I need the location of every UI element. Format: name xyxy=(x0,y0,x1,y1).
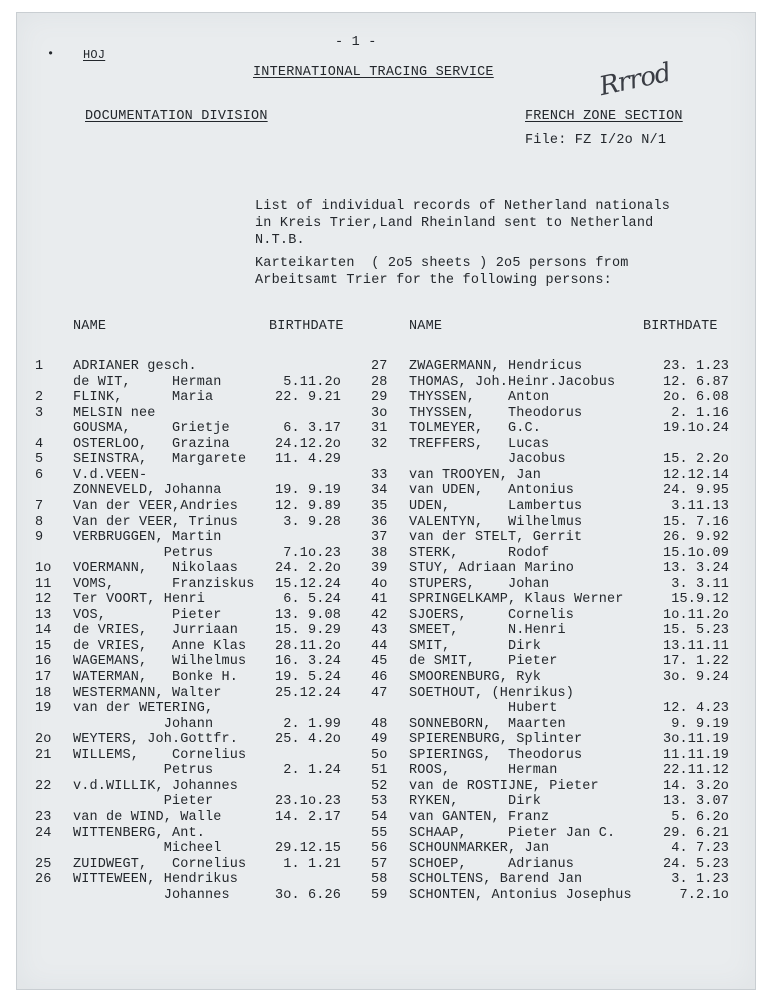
record-name: UDEN, Lambertus xyxy=(409,498,583,514)
record-number: 15 xyxy=(35,638,52,654)
record-number: 28 xyxy=(371,374,388,390)
record-birthdate: 15.9.12 xyxy=(671,592,729,608)
record-number: 24 xyxy=(35,825,52,841)
record-birthdate: 1. 1.21 xyxy=(283,856,341,872)
record-birthdate: 19. 9.19 xyxy=(274,483,341,499)
record-number: 17 xyxy=(35,670,52,685)
record-number: 8 xyxy=(35,514,44,530)
record-birthdate: 15. 5.23 xyxy=(662,623,729,639)
record-birthdate: 11.11.19 xyxy=(662,747,729,763)
record-name: STERK, Rodof xyxy=(409,545,550,561)
record-name: Johannes xyxy=(73,887,230,903)
record-name: WILLEMS, Cornelius xyxy=(73,747,247,763)
record-number: 7 xyxy=(35,498,44,514)
record-birthdate: 3.11.13 xyxy=(671,498,729,514)
record-name: SPRINGELKAMP, Klaus Werner xyxy=(409,592,624,608)
record-birthdate: 22. 9.21 xyxy=(274,390,341,406)
record-number: 53 xyxy=(371,794,388,810)
record-name: SMOORENBURG, Ryk xyxy=(409,670,542,685)
record-name: Ter VOORT, Henri xyxy=(73,592,206,608)
record-name: SCHOUNMARKER, Jan xyxy=(409,841,550,857)
record-birthdate: 3. 1.23 xyxy=(671,872,729,888)
record-name: WATERMAN, Bonke H. xyxy=(73,670,239,685)
record-number: 42 xyxy=(371,607,388,623)
record-number: 34 xyxy=(371,483,388,499)
record-number: 29 xyxy=(371,390,388,406)
record-birthdate: 11. 4.29 xyxy=(274,452,341,468)
record-name: van de ROSTIJNE, Pieter xyxy=(409,778,599,794)
record-number: 12 xyxy=(35,592,52,608)
record-birthdate: 23. 1.23 xyxy=(662,359,729,374)
record-birthdate: 12.12.14 xyxy=(662,467,729,483)
record-name: THYSSEN, Theodorus xyxy=(409,405,583,421)
record-birthdate: 24. 5.23 xyxy=(662,856,729,872)
record-number: 48 xyxy=(371,716,388,732)
record-number: 4o xyxy=(371,576,388,592)
record-name: Pieter xyxy=(73,794,214,810)
record-number: 56 xyxy=(371,841,388,857)
record-birthdate: 16. 3.24 xyxy=(274,654,341,670)
record-name: de SMIT, Pieter xyxy=(409,654,558,670)
record-name: van UDEN, Antonius xyxy=(409,483,575,499)
record-name: WAGEMANS, Wilhelmus xyxy=(73,654,247,670)
record-number: 1o xyxy=(35,561,52,577)
record-name: STUY, Adriaan Marino xyxy=(409,561,575,577)
record-birthdate: 3o. 9.24 xyxy=(662,670,729,685)
record-name: van der WETERING, xyxy=(73,701,214,717)
record-number: 32 xyxy=(371,436,388,452)
record-number: 16 xyxy=(35,654,52,670)
record-name: ADRIANER gesch. xyxy=(73,359,197,374)
record-number: 14 xyxy=(35,623,52,639)
record-name: ZUIDWEGT, Cornelius xyxy=(73,856,247,872)
record-name: VOMS, Franziskus xyxy=(73,576,255,592)
record-birthdate: 2. 1.16 xyxy=(671,405,729,421)
record-name: SCHAAP, Pieter Jan C. xyxy=(409,825,616,841)
record-name: SCHOLTENS, Barend Jan xyxy=(409,872,583,888)
record-name: SMIT, Dirk xyxy=(409,638,542,654)
record-name: TREFFERS, Lucas xyxy=(409,436,550,452)
record-name: de WIT, Herman xyxy=(73,374,222,390)
intro-line-5: Arbeitsamt Trier for the following persons: xyxy=(255,273,612,288)
record-name: de VRIES, Jurriaan xyxy=(73,623,239,639)
record-birthdate: 19.1o.24 xyxy=(662,421,729,437)
record-birthdate: 13.11.11 xyxy=(662,638,729,654)
record-name: SEINSTRA, Margarete xyxy=(73,452,247,468)
record-number: 27 xyxy=(371,359,388,374)
record-birthdate: 14. 2.17 xyxy=(274,809,341,825)
record-number: 13 xyxy=(35,607,52,623)
page-number: - 1 - xyxy=(335,35,377,50)
record-number: 23 xyxy=(35,809,52,825)
record-birthdate: 19. 5.24 xyxy=(274,670,341,685)
record-name: WESTERMANN, Walter xyxy=(73,685,222,701)
record-birthdate: 23.1o.23 xyxy=(274,794,341,810)
record-name: GOUSMA, Grietje xyxy=(73,421,230,437)
record-name: RYKEN, Dirk xyxy=(409,794,542,810)
record-number: 41 xyxy=(371,592,388,608)
record-name: THOMAS, Joh.Heinr.Jacobus xyxy=(409,374,616,390)
record-birthdate: 14. 3.2o xyxy=(662,778,729,794)
record-birthdate: 28.11.2o xyxy=(274,638,341,654)
record-birthdate: 13. 9.08 xyxy=(274,607,341,623)
record-number: 2 xyxy=(35,390,44,406)
record-name: Petrus xyxy=(73,545,214,561)
record-number: 36 xyxy=(371,514,388,530)
record-number: 5 xyxy=(35,452,44,468)
record-name: Van der VEER, Trinus xyxy=(73,514,239,530)
intro-line-1: List of individual records of Netherland nationals xyxy=(255,199,671,214)
record-birthdate: 1o.11.2o xyxy=(662,607,729,623)
column-header-name-right: NAME xyxy=(409,319,443,334)
record-birthdate: 12. 9.89 xyxy=(274,498,341,514)
record-number: 46 xyxy=(371,670,388,685)
record-birthdate: 29. 6.21 xyxy=(662,825,729,841)
record-birthdate: 5.11.2o xyxy=(283,374,341,390)
record-birthdate: 5. 6.2o xyxy=(671,809,729,825)
record-birthdate: 15.1o.09 xyxy=(662,545,729,561)
record-birthdate: 15. 7.16 xyxy=(662,514,729,530)
record-birthdate: 22.11.12 xyxy=(662,763,729,779)
column-header-birthdate-left: BIRTHDATE xyxy=(269,319,344,334)
record-name: ZWAGERMANN, Hendricus xyxy=(409,359,583,374)
record-number: 54 xyxy=(371,809,388,825)
record-birthdate: 7.1o.23 xyxy=(283,545,341,561)
column-header-name-left: NAME xyxy=(73,319,107,334)
record-birthdate: 3o. 6.26 xyxy=(274,887,341,903)
reference-code: HOJ xyxy=(83,48,106,62)
record-birthdate: 2. 1.24 xyxy=(283,763,341,779)
record-number: 6 xyxy=(35,467,44,483)
record-number: 33 xyxy=(371,467,388,483)
record-number: 31 xyxy=(371,421,388,437)
record-birthdate: 17. 1.22 xyxy=(662,654,729,670)
record-number: 51 xyxy=(371,763,388,779)
record-name: Jacobus xyxy=(409,452,566,468)
record-name: de VRIES, Anne Klas xyxy=(73,638,247,654)
record-birthdate: 15.12.24 xyxy=(274,576,341,592)
record-number: 11 xyxy=(35,576,52,592)
file-reference: File: FZ I/2o N/1 xyxy=(525,133,667,148)
record-name: SOETHOUT, (Henrikus) xyxy=(409,685,575,701)
column-header-birthdate-right: BIRTHDATE xyxy=(643,319,718,334)
record-number: 4 xyxy=(35,436,44,452)
record-number: 57 xyxy=(371,856,388,872)
record-name: SPIERENBURG, Splinter xyxy=(409,732,583,748)
record-number: 19 xyxy=(35,701,52,717)
record-name: WEYTERS, Joh.Gottfr. xyxy=(73,732,239,748)
record-number: 52 xyxy=(371,778,388,794)
record-name: Micheel xyxy=(73,841,222,857)
record-birthdate: 24. 9.95 xyxy=(662,483,729,499)
record-number: 49 xyxy=(371,732,388,748)
record-name: v.d.WILLIK, Johannes xyxy=(73,778,239,794)
record-name: Petrus xyxy=(73,763,214,779)
record-birthdate: 29.12.15 xyxy=(274,841,341,857)
record-number: 18 xyxy=(35,685,52,701)
record-number: 3o xyxy=(371,405,388,421)
record-birthdate: 3. 3.11 xyxy=(671,576,729,592)
intro-line-4: Karteikarten ( 2o5 sheets ) 2o5 persons from xyxy=(255,256,629,271)
organization-title: INTERNATIONAL TRACING SERVICE xyxy=(253,65,494,80)
record-birthdate: 2o. 6.08 xyxy=(662,390,729,406)
record-name: Hubert xyxy=(409,701,558,717)
record-birthdate: 4. 7.23 xyxy=(671,841,729,857)
record-name: V.d.VEEN- xyxy=(73,467,148,483)
record-number: 1 xyxy=(35,359,44,374)
document-page xyxy=(16,12,756,990)
record-name: SPIERINGS, Theodorus xyxy=(409,747,583,763)
record-birthdate: 9. 9.19 xyxy=(671,716,729,732)
record-birthdate: 6. 5.24 xyxy=(283,592,341,608)
record-birthdate: 26. 9.92 xyxy=(662,530,729,546)
record-name: van der STELT, Gerrit xyxy=(409,530,583,546)
record-birthdate: 12. 6.87 xyxy=(662,374,729,390)
record-number: 9 xyxy=(35,530,44,546)
record-name: van GANTEN, Franz xyxy=(409,809,550,825)
record-name: VERBRUGGEN, Martin xyxy=(73,530,222,546)
record-number: 25 xyxy=(35,856,52,872)
record-name: WITTEWEEN, Hendrikus xyxy=(73,872,239,888)
record-birthdate: 25. 4.2o xyxy=(274,732,341,748)
record-birthdate: 24. 2.2o xyxy=(274,561,341,577)
record-number: 21 xyxy=(35,747,52,763)
record-number: 5o xyxy=(371,747,388,763)
record-name: ROOS, Herman xyxy=(409,763,558,779)
record-number: 39 xyxy=(371,561,388,577)
record-number: 26 xyxy=(35,872,52,888)
record-name: SMEET, N.Henri xyxy=(409,623,566,639)
record-number: 44 xyxy=(371,638,388,654)
record-birthdate: 15. 9.29 xyxy=(274,623,341,639)
record-name: MELSIN nee xyxy=(73,405,156,421)
record-name: SCHOEP, Adrianus xyxy=(409,856,575,872)
record-name: VALENTYN, Wilhelmus xyxy=(409,514,583,530)
record-name: SCHONTEN, Antonius Josephus xyxy=(409,887,632,903)
record-name: THYSSEN, Anton xyxy=(409,390,550,406)
handwritten-signature: Rrrod xyxy=(596,57,674,103)
record-number: 2o xyxy=(35,732,52,748)
record-number: 59 xyxy=(371,887,388,903)
record-birthdate: 25.12.24 xyxy=(274,685,341,701)
record-number: 35 xyxy=(371,498,388,514)
record-birthdate: 13. 3.24 xyxy=(662,561,729,577)
record-name: Van der VEER,Andries xyxy=(73,498,239,514)
record-number: 55 xyxy=(371,825,388,841)
intro-line-2: in Kreis Trier,Land Rheinland sent to Netherland xyxy=(255,216,654,231)
record-name: Johann xyxy=(73,716,214,732)
record-name: TOLMEYER, G.C. xyxy=(409,421,542,437)
record-number: 38 xyxy=(371,545,388,561)
record-number: 43 xyxy=(371,623,388,639)
record-birthdate: 15. 2.2o xyxy=(662,452,729,468)
record-birthdate: 24.12.2o xyxy=(274,436,341,452)
record-name: STUPERS, Johan xyxy=(409,576,550,592)
section-name: FRENCH ZONE SECTION xyxy=(525,109,683,124)
record-birthdate: 2. 1.99 xyxy=(283,716,341,732)
record-birthdate: 7.2.1o xyxy=(679,887,729,903)
record-name: SJOERS, Cornelis xyxy=(409,607,575,623)
record-birthdate: 3. 9.28 xyxy=(283,514,341,530)
record-name: OSTERLOO, Grazina xyxy=(73,436,230,452)
record-number: 45 xyxy=(371,654,388,670)
margin-dot: • xyxy=(47,47,55,61)
intro-line-3: N.T.B. xyxy=(255,233,305,248)
record-number: 58 xyxy=(371,872,388,888)
record-number: 3 xyxy=(35,405,44,421)
record-name: ZONNEVELD, Johanna xyxy=(73,483,222,499)
record-birthdate: 3o.11.19 xyxy=(662,732,729,748)
record-name: SONNEBORN, Maarten xyxy=(409,716,566,732)
record-name: WITTENBERG, Ant. xyxy=(73,825,206,841)
record-name: VOS, Pieter xyxy=(73,607,222,623)
record-number: 47 xyxy=(371,685,388,701)
record-name: van de WIND, Walle xyxy=(73,809,222,825)
record-name: VOERMANN, Nikolaas xyxy=(73,561,239,577)
record-number: 22 xyxy=(35,778,52,794)
record-birthdate: 13. 3.07 xyxy=(662,794,729,810)
record-birthdate: 6. 3.17 xyxy=(283,421,341,437)
record-birthdate: 12. 4.23 xyxy=(662,701,729,717)
record-name: van TROOYEN, Jan xyxy=(409,467,542,483)
record-number: 37 xyxy=(371,530,388,546)
division-name: DOCUMENTATION DIVISION xyxy=(85,109,268,124)
record-name: FLINK, Maria xyxy=(73,390,214,406)
